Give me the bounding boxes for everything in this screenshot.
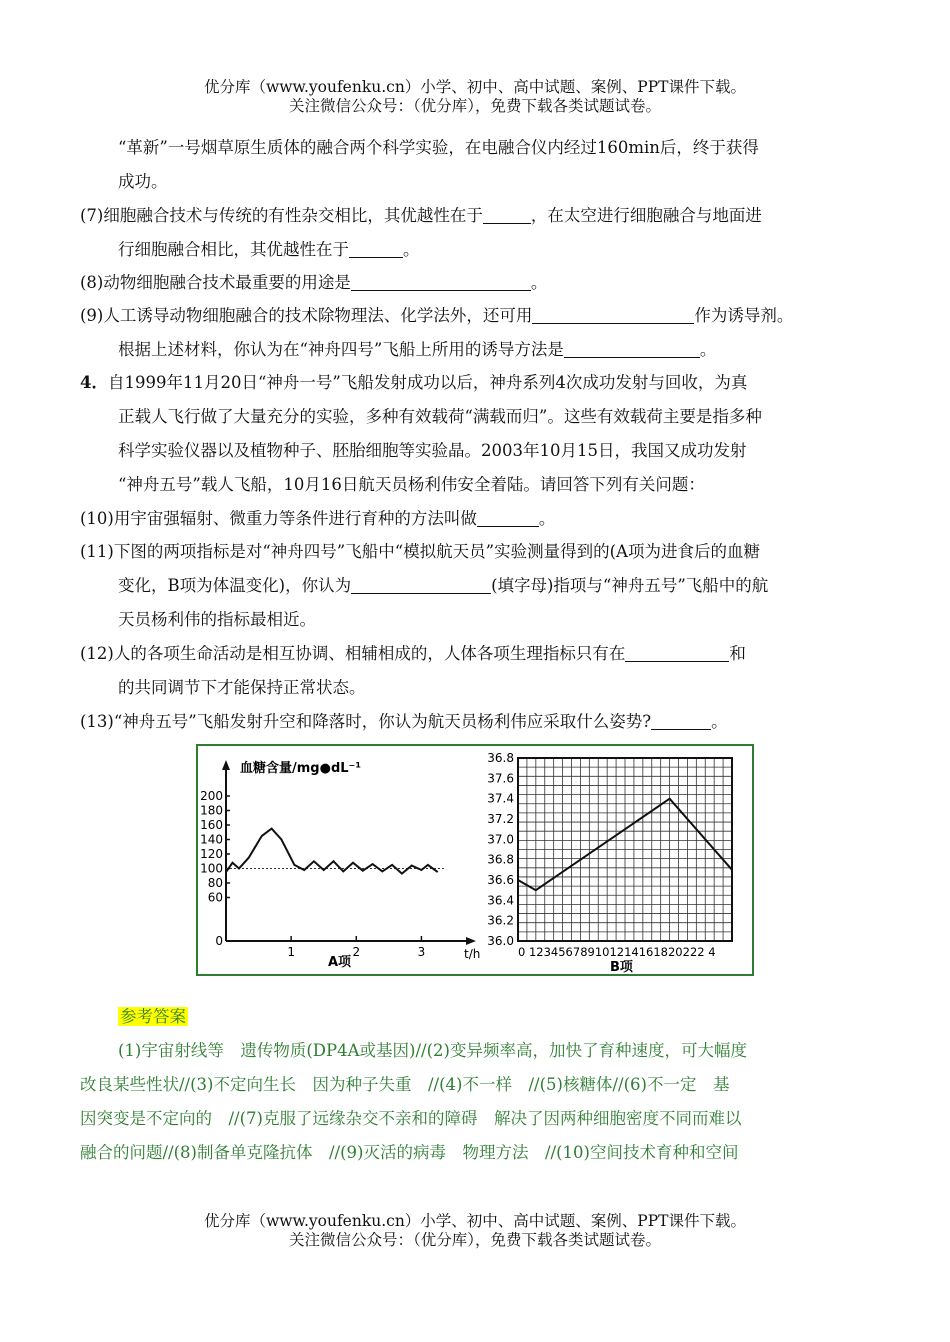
question-text: 。 (403, 240, 420, 259)
chart-a-ytick-label: 160 (200, 818, 223, 832)
question-8 (80, 272, 547, 294)
paragraph-text: 自1999年11月20日“神舟一号”飞船发射成功以后，神舟系列4次成功发射与回收，为真 (107, 373, 748, 392)
chart-a-xtick-label: 3 (417, 945, 426, 959)
chart-b-caption: B项 (610, 960, 633, 974)
question-text: 行细胞融合相比，其优越性在于 (118, 240, 349, 259)
text-line: 正载人飞行做了大量充分的实验，多种有效载荷“满载而归”。这些有效载荷主要是指多种 (118, 407, 762, 426)
chart-a-ytick-label: 80 (207, 876, 223, 890)
chart-a-ytick-label: 100 (200, 861, 223, 876)
chart-a-x-arrow (466, 937, 476, 945)
header-line-2: 关注微信公众号：（优分库），免费下载各类试题试卷。 (288, 97, 661, 115)
chart-b-ytick-label: 36.8 (487, 852, 514, 867)
chart-a-ytick-label: 120 (200, 847, 223, 861)
chart-a (200, 760, 480, 970)
item-number: 4． (80, 373, 108, 392)
text-line: 成功。 (118, 172, 168, 191)
question-text: 变化，B项为体温变化)，你认为 (118, 576, 352, 595)
question-13 (80, 711, 728, 733)
question-text: (10)用宇宙强辐射、微重力等条件进行育种的方法叫做 (80, 509, 477, 528)
question-text: 。 (699, 340, 717, 359)
question-7 (80, 205, 762, 227)
answer-blank[interactable] (351, 577, 491, 594)
chart-b-ytick-label: 36.6 (487, 873, 514, 887)
paragraph-4 (80, 372, 747, 394)
chart-a-ytick-label: 0 (215, 934, 223, 948)
question-text: 。 (711, 712, 728, 731)
page-footer (0, 1212, 950, 1250)
text-line: 的共同调节下才能保持正常状态。 (118, 678, 366, 697)
answer-blank[interactable] (564, 341, 700, 358)
answer-blank[interactable] (483, 207, 531, 224)
question-text: 根据上述材料，你认为在“神舟四号”飞船上所用的诱导方法是 (118, 340, 564, 359)
figure-box (196, 744, 754, 976)
question-12 (80, 643, 746, 665)
chart-a-ytick-label: 60 (207, 890, 223, 905)
question-9 (80, 305, 793, 327)
chart-a-xtick-label: 2 (352, 945, 361, 959)
answer-blank[interactable] (532, 307, 694, 324)
question-text: (13)“神舟五号”飞船发射升空和降落时，你认为航天员杨利伟应采取什么姿势? (80, 712, 652, 731)
chart-a-caption: A项 (328, 955, 352, 970)
chart-b-ytick-label: 36.8 (487, 751, 514, 765)
answer-blank[interactable] (477, 510, 539, 527)
answer-label-line (118, 1006, 188, 1028)
chart-a-ytick-label: 180 (200, 803, 223, 818)
question-text: (8)动物细胞融合技术最重要的用途是 (80, 273, 351, 292)
chart-a-ytick-label: 140 (200, 832, 223, 847)
question-text: ，在太空进行细胞融合与地面进 (530, 206, 762, 225)
question-11: (11)下图的两项指标是对“神舟四号”飞船中“模拟航天员”实验测量得到的(A项为进食后的血糖 (80, 542, 760, 561)
chart-b-ytick-label: 37.6 (487, 771, 514, 786)
question-11-cont (118, 575, 768, 597)
question-text: 。 (530, 273, 548, 292)
answer-blank[interactable] (651, 713, 711, 730)
page-header (0, 78, 950, 116)
text-line: “革新”一号烟草原生质体的融合两个科学实验，在电融合仪内经过160min后，终于获得 (118, 138, 759, 157)
chart-b-ytick-label: 36.0 (487, 934, 514, 948)
question-text: 作为诱导剂。 (694, 306, 794, 325)
chart-b-ytick-label: 36.2 (487, 913, 514, 928)
figure-svg (198, 746, 752, 974)
answer-label: 参考答案 (120, 1007, 186, 1026)
question-7-cont (118, 239, 420, 261)
header-line-1: 优分库（www.youfenku.cn）小学、初中、高中试题、案例、PPT课件下载。 (203, 78, 747, 96)
question-text: (12)人的各项生命活动是相互协调、相辅相成的，人体各项生理指标只有在 (80, 644, 626, 663)
question-text: 和 (729, 644, 746, 663)
chart-b-ytick-label: 36.4 (487, 893, 514, 908)
answer-line: (1)宇宙射线等 遗传物质(DP4A或基因)//(2)变异频率高，加快了育种速度，可大幅度 (118, 1041, 747, 1060)
question-text: 。 (538, 509, 556, 528)
question-text: (9)人工诱导动物细胞融合的技术除物理法、化学法外，还可用 (80, 306, 533, 325)
chart-a-ytick-label: 200 (200, 789, 223, 803)
text-line: 天员杨利伟的指标最相近。 (118, 610, 316, 629)
text-line: 科学实验仪器以及植物种子、胚胎细胞等实验晶。2003年10月15日，我国又成功发射 (118, 441, 747, 460)
answer-line: 改良某些性状//(3)不定向生长 因为种子失重 //(4)不一样 //(5)核糖体//(6)不一定 基 (80, 1075, 730, 1094)
question-9-cont (118, 339, 716, 361)
question-10 (80, 508, 555, 530)
question-text: (填字母)指项与“神舟五号”飞船中的航 (491, 576, 769, 595)
chart-b-ytick-label: 37.2 (487, 812, 514, 826)
question-text: (7)细胞融合技术与传统的有性杂交相比，其优越性在于 (80, 206, 483, 225)
answer-line: 融合的问题//(8)制备单克隆抗体 //(9)灭活的病毒 物理方法 //(10)空间技术育种和空间 (80, 1143, 739, 1162)
answer-line: 因突变是不定向的 //(7)克服了远缘杂交不亲和的障碍 解决了因两种细胞密度不同而难以 (80, 1109, 742, 1128)
footer-line-2: 关注微信公众号：（优分库），免费下载各类试题试卷。 (288, 1231, 661, 1249)
chart-a-xtick-label: 1 (287, 945, 295, 959)
chart-b-xticks: 0 123456789101214161820222 4 (518, 945, 716, 959)
chart-a-ylabel: 血糖含量/mg●dL⁻¹ (240, 761, 362, 776)
footer-line-1: 优分库（www.youfenku.cn）小学、初中、高中试题、案例、PPT课件下载。 (203, 1212, 747, 1230)
chart-a-series-line (226, 829, 438, 874)
chart-b-ytick-label: 37.0 (487, 832, 514, 847)
chart-b-ytick-label: 37.4 (487, 791, 514, 806)
chart-a-y-arrow (222, 760, 230, 770)
text-line: “神舟五号”载人飞船，10月16日航天员杨利伟安全着陆。请回答下列有关问题： (118, 475, 705, 494)
answer-blank[interactable] (351, 274, 531, 291)
answer-blank[interactable] (625, 645, 729, 662)
chart-a-xunit: t/h (464, 947, 481, 961)
answer-blank[interactable] (349, 241, 403, 258)
chart-b (487, 751, 732, 974)
